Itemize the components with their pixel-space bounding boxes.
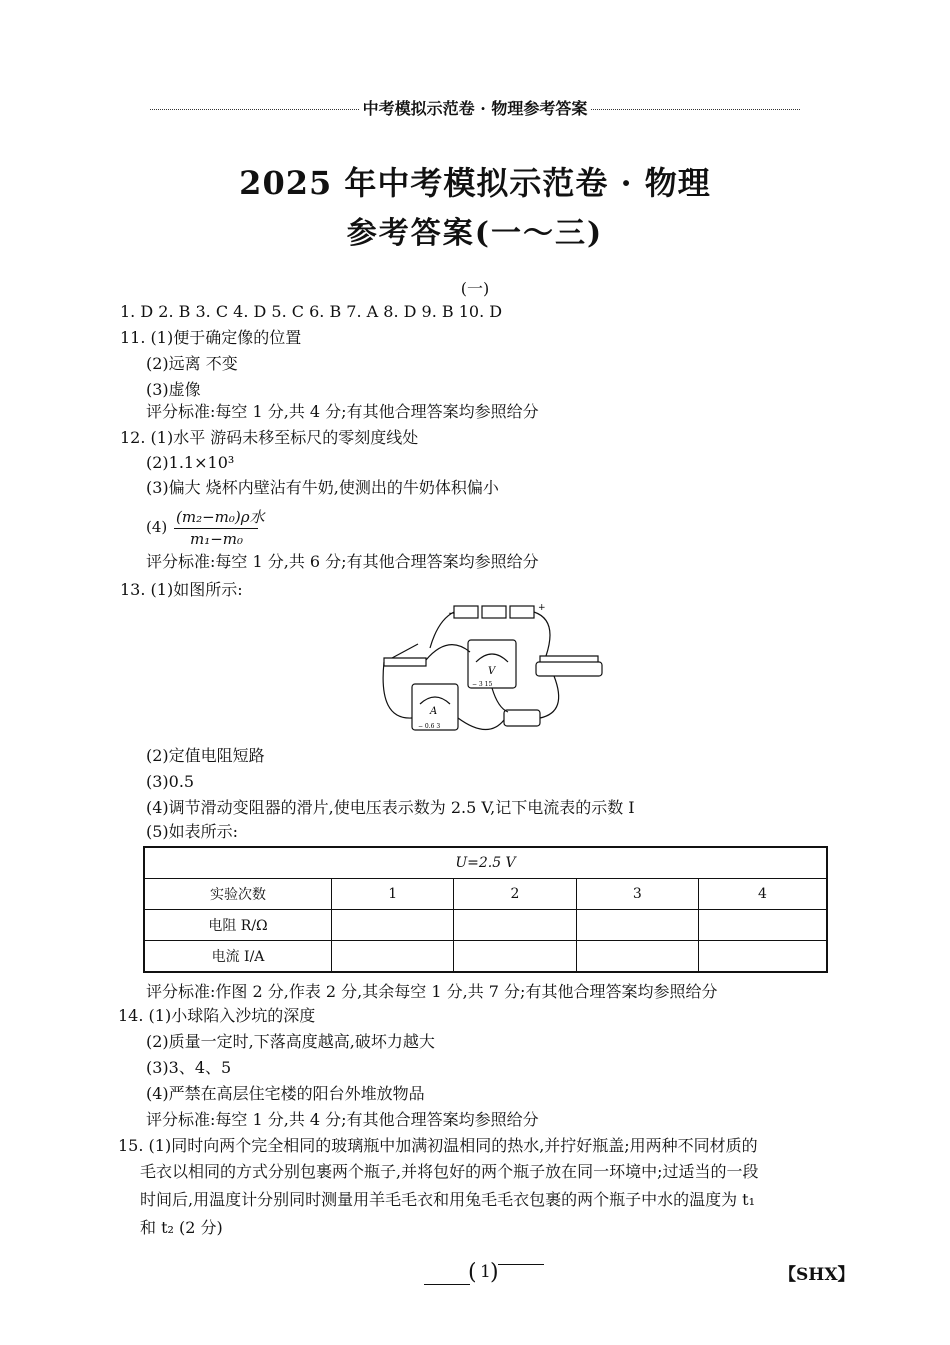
q14-part4: (4)严禁在高层住宅楼的阳台外堆放物品 bbox=[146, 1084, 425, 1103]
wire-switch-ammeter bbox=[383, 662, 412, 718]
table-row-label: 电阻 R/Ω bbox=[144, 910, 332, 941]
q13-part4: (4)调节滑动变阻器的滑片,使电压表示数为 2.5 V,记下电流表的示数 I bbox=[146, 798, 635, 817]
running-title: 中考模拟示范卷 · 物理参考答案 bbox=[362, 98, 588, 118]
voltmeter-symbol: V bbox=[488, 666, 496, 677]
ammeter-symbol: A bbox=[430, 706, 438, 717]
fraction-numerator: (m₂−m₀)ρ水 bbox=[176, 508, 265, 526]
q15-line4: 和 t₂ (2 分) bbox=[140, 1218, 223, 1237]
table-cell bbox=[698, 941, 827, 973]
table-cell bbox=[576, 910, 698, 941]
page-subtitle: 参考答案(一～三) bbox=[346, 216, 604, 251]
table-cell bbox=[454, 910, 576, 941]
running-header bbox=[150, 96, 800, 118]
table-cell bbox=[698, 910, 827, 941]
table-cell bbox=[576, 941, 698, 973]
header-dots-right bbox=[591, 109, 800, 110]
q15-line1: 15. (1)同时向两个完全相同的玻璃瓶中加满初温相同的热水,并拧好瓶盖;用两种不同材质的 bbox=[118, 1136, 758, 1155]
switch-blade bbox=[392, 644, 418, 658]
resistor-body bbox=[504, 710, 540, 726]
q12-scoring: 评分标准:每空 1 分,共 6 分;有其他合理答案均参照给分 bbox=[146, 552, 539, 571]
data-table bbox=[143, 846, 828, 973]
q11-scoring: 评分标准:每空 1 分,共 4 分;有其他合理答案均参照给分 bbox=[146, 402, 539, 421]
switch-base bbox=[384, 658, 426, 666]
circuit-diagram bbox=[378, 600, 618, 745]
table-row-label: 实验次数 bbox=[144, 879, 332, 910]
q12-part1: 12. (1)水平 游码未移至标尺的零刻度线处 bbox=[120, 428, 419, 447]
page-footer bbox=[424, 1262, 544, 1286]
ammeter-scale bbox=[420, 697, 450, 704]
table-row-label: 电流 I/A bbox=[144, 941, 332, 973]
q12-part2: (2)1.1×10³ bbox=[146, 453, 235, 472]
q13-part5: (5)如表所示: bbox=[146, 822, 239, 841]
footer-line-right bbox=[498, 1264, 544, 1265]
battery-plus: + bbox=[538, 603, 546, 613]
q12-part3: (3)偏大 烧杯内壁沾有牛奶,使测出的牛奶体积偏小 bbox=[146, 478, 499, 497]
section-label: (一) bbox=[460, 279, 490, 298]
document-code: 【SHX】 bbox=[779, 1265, 855, 1285]
battery-cell-1 bbox=[454, 606, 478, 618]
answers-1-10: 1. D 2. B 3. C 4. D 5. C 6. B 7. A 8. D 9. B 10. D bbox=[120, 302, 503, 321]
table-cell: 2 bbox=[454, 879, 576, 910]
table-cell: 3 bbox=[576, 879, 698, 910]
q15-line3: 时间后,用温度计分别同时测量用羊毛毛衣和用兔毛毛衣包裹的两个瓶子中水的温度为 t₁ bbox=[140, 1190, 756, 1209]
table-cell bbox=[332, 941, 454, 973]
q11-part3: (3)虚像 bbox=[146, 380, 201, 399]
ammeter-terminals: − 0.6 3 bbox=[418, 723, 441, 730]
footer-paren-left: ( bbox=[468, 1260, 477, 1285]
footer-paren-right: ) bbox=[490, 1260, 499, 1285]
table-header-row bbox=[144, 847, 827, 879]
table-cell: 1 bbox=[332, 879, 454, 910]
q13-scoring: 评分标准:作图 2 分,作表 2 分,其余每空 1 分,共 7 分;有其他合理答案均参照给分 bbox=[146, 982, 718, 1001]
page-title: 2025 年中考模拟示范卷 · 物理 bbox=[239, 164, 711, 202]
header-dots-left bbox=[150, 109, 359, 110]
wire-resistor-rheostat bbox=[540, 676, 559, 718]
voltmeter-scale bbox=[476, 654, 508, 662]
battery-cell-2 bbox=[482, 606, 506, 618]
q13-part2: (2)定值电阻短路 bbox=[146, 746, 265, 765]
table-cell bbox=[332, 910, 454, 941]
page-number: 1 bbox=[480, 1262, 491, 1282]
wire-battery-rheostat bbox=[534, 612, 550, 656]
wire-voltmeter-resistor bbox=[492, 688, 508, 712]
wire-switch-voltmeter bbox=[426, 645, 470, 660]
rheostat-bar bbox=[540, 656, 598, 662]
fraction-denominator: m₁−m₀ bbox=[190, 530, 244, 548]
q13-part1: 13. (1)如图所示: bbox=[120, 580, 243, 599]
fraction-bar bbox=[174, 528, 258, 529]
q14-part2: (2)质量一定时,下落高度越高,破坏力越大 bbox=[146, 1032, 435, 1051]
table-cell: 4 bbox=[698, 879, 827, 910]
q13-part3: (3)0.5 bbox=[146, 772, 195, 791]
table-row bbox=[144, 879, 827, 910]
q14-part1: 14. (1)小球陷入沙坑的深度 bbox=[118, 1006, 316, 1025]
table-row bbox=[144, 910, 827, 941]
voltmeter-terminals: − 3 15 bbox=[472, 681, 493, 688]
footer-line-left bbox=[424, 1284, 470, 1285]
rheostat-coil bbox=[536, 662, 602, 676]
q14-scoring: 评分标准:每空 1 分,共 4 分;有其他合理答案均参照给分 bbox=[146, 1110, 539, 1129]
wire-ammeter-resistor bbox=[458, 718, 504, 730]
q15-line2: 毛衣以相同的方式分别包裹两个瓶子,并将包好的两个瓶子放在同一环境中;过适当的一段 bbox=[140, 1162, 759, 1181]
battery-minus: − bbox=[448, 609, 456, 619]
battery-cell-3 bbox=[510, 606, 534, 618]
q11-part2: (2)远离 不变 bbox=[146, 354, 238, 373]
q11-part1: 11. (1)便于确定像的位置 bbox=[120, 328, 302, 347]
table-row bbox=[144, 941, 827, 973]
fraction-label: (4) bbox=[146, 518, 168, 536]
q14-part3: (3)3、4、5 bbox=[146, 1058, 232, 1077]
table-cell bbox=[454, 941, 576, 973]
table-header-cell: U=2.5 V bbox=[144, 847, 827, 879]
